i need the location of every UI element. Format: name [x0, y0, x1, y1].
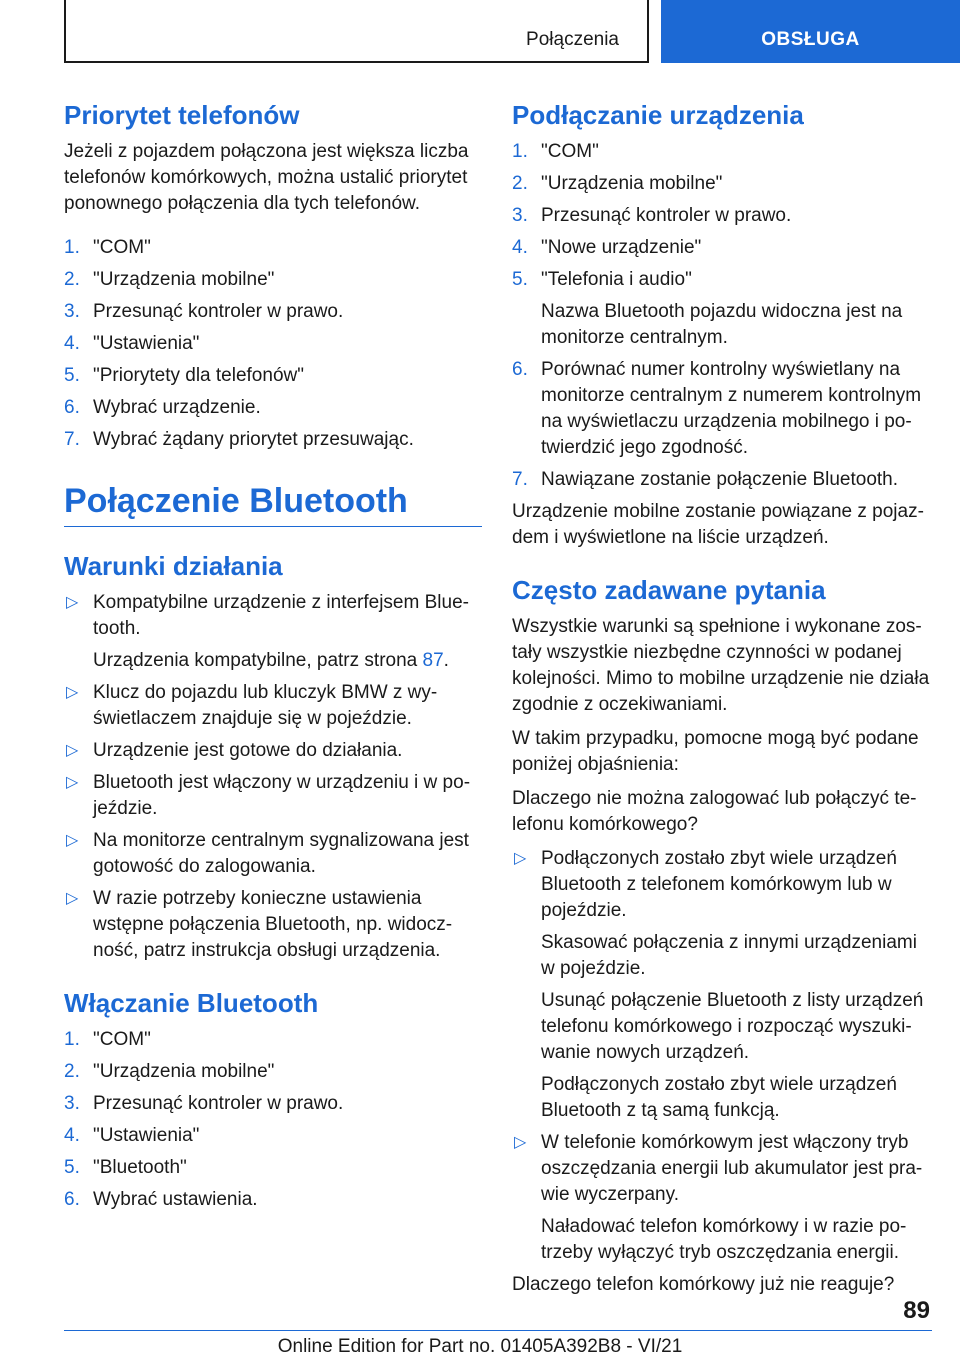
list-item: ▷ Podłączonych zostało zbyt wiele urządzeń Bluetooth z telefonem komórkowym lub w pojeździe. Skasować połączenia z innymi urządzeniami w pojeździe. Usunąć połączenie Bluetooth z listy urządzeń telefonu komórkowego i rozpocząć wyszuki‐wanie nowych urządzeń. Podłączonych zostało zbyt wiele urządzeń Bluetooth z tą samą funkcją. [514, 848, 924, 1122]
triangle-bullet-icon: ▷ [66, 890, 79, 908]
list-item: 1. "COM" [512, 141, 599, 163]
list-item: ▷ Na monitorze centralnym sygnalizowana jest gotowość do zalogowania. [66, 830, 469, 878]
list-item: ▷ Bluetooth jest włączony w urządzeniu i w po‐jeździe. [66, 772, 471, 820]
edition-footer: Online Edition for Part no. 01405A392B8 - VI/21 [277, 1336, 683, 1357]
list-item: 5. "Priorytety dla telefonów" [64, 365, 304, 387]
footer-divider [64, 1330, 932, 1331]
list-item: ▷ W telefonie komórkowym jest włączony tryb oszczędzania energii lub akumulator jest pra‐wie wyczerpany. Naładować telefon komórkowy i w razie po‐trzeby wyłączyć tryb oszczędzania energii. [514, 1132, 923, 1264]
header-section-box [64, 0, 649, 63]
faq-question-2: Dlaczego telefon komórkowy już nie reaguje? [512, 1274, 895, 1296]
list-item: ▷ Urządzenie jest gotowe do działania. [64, 738, 482, 764]
connect-device-outro: Urządzenie mobilne zostanie powiązane z pojaz‐dem i wyświetlone na liście urządzeń. [512, 501, 924, 549]
triangle-bullet-icon: ▷ [66, 774, 79, 792]
list-item: 6. Wybrać ustawienia. [64, 1189, 258, 1211]
list-item: 4. "Ustawienia" [64, 333, 200, 355]
list-item: 1. "COM" [64, 1029, 151, 1051]
list-item: 4. "Nowe urządzenie" [512, 237, 702, 259]
list-item: 7. Nawiązane zostanie połączenie Bluetooth. [512, 469, 899, 491]
list-item: 2. "Urządzenia mobilne" [64, 269, 275, 291]
section-title-requirements: Warunki działania [64, 550, 283, 581]
section-title-phone-priority: Priorytet telefonów [64, 100, 300, 130]
list-item: 5. "Bluetooth" [64, 1157, 187, 1179]
list-item: 7. Wybrać żądany priorytet przesuwając. [64, 429, 414, 451]
header-section-title: Połączenia [526, 29, 619, 50]
list-item: ▷ Klucz do pojazdu lub kluczyk BMW z wy‐świetlaczem znajduje się w pojeździe. [66, 682, 438, 730]
list-item: 1. "COM" [64, 237, 151, 259]
list-item: 6. Porównać numer kontrolny wyświetlany na monitorze centralnym z numerem kontrolnym na wyświetlaczu urządzenia mobilnego i po‐twierdzić jego zgodność. [512, 359, 922, 459]
page-number: 89 [903, 1297, 930, 1324]
chapter-title-bluetooth: Połączenie Bluetooth [64, 481, 482, 527]
list-item: 3. Przesunąć kontroler w prawo. [64, 1093, 344, 1115]
list-item: ▷ W razie potrzeby konieczne ustawienia wstępne połączenia Bluetooth, np. widocz‐ność, patrz instrukcja obsługi urządzenia. [66, 888, 453, 962]
triangle-bullet-icon: ▷ [66, 832, 79, 850]
list-item: 3. Przesunąć kontroler w prawo. [512, 205, 792, 227]
faq-paragraph-2: W takim przypadku, pomocne mogą być podane poniżej objaśnienia: [512, 728, 919, 776]
triangle-bullet-icon: ▷ [66, 742, 79, 760]
connect-device-steps [512, 139, 932, 493]
phone-priority-intro: Jeżeli z pojazdem połączona jest większa liczba telefonów komórkowych, można ustalić priorytet ponownego połączenia dla tych telefonów. [64, 141, 469, 215]
triangle-bullet-icon: ▷ [514, 850, 527, 868]
page-reference-link[interactable]: 87 [422, 650, 444, 672]
list-item: 6. Wybrać urządzenie. [64, 397, 261, 419]
left-column [64, 100, 482, 1219]
list-item: 2. "Urządzenia mobilne" [64, 1061, 275, 1083]
list-item: 2. "Urządzenia mobilne" [512, 173, 723, 195]
faq-question-1: Dlaczego nie można zalogować lub połączyć te‐lefonu komórkowego? [512, 788, 917, 836]
section-title-enable-bluetooth: Włączanie Bluetooth [64, 988, 319, 1019]
faq-paragraph-1: Wszystkie warunki są spełnione i wykonane zos‐tały wszystkie niezbędne czynności w podanej kolejności. Mimo to mobilne urządzenie nie działa zgodnie z oczekiwaniami. [512, 616, 930, 716]
list-item: ▷ Kompatybilne urządzenie z interfejsem Blue‐tooth. Urządzenia kompatybilne, patrz strona 87. [66, 592, 469, 672]
phone-priority-steps [64, 235, 482, 453]
list-item: 4. "Ustawienia" [64, 1125, 200, 1147]
triangle-bullet-icon: ▷ [514, 1134, 527, 1152]
header-chapter-tab [661, 0, 960, 63]
section-title-connect-device: Podłączanie urządzenia [512, 100, 804, 130]
header-chapter-title: OBSŁUGA [761, 29, 860, 50]
list-item: 3. Przesunąć kontroler w prawo. [64, 301, 344, 323]
requirements-list [64, 590, 482, 964]
triangle-bullet-icon: ▷ [66, 684, 79, 702]
section-title-faq: Często zadawane pytania [512, 575, 826, 606]
right-column [512, 100, 932, 1306]
enable-bluetooth-steps [64, 1027, 482, 1213]
faq-answers-list [512, 846, 932, 1266]
list-item: 5. "Telefonia i audio" Nazwa Bluetooth pojazdu widoczna jest na monitorze centralnym. [512, 269, 903, 349]
triangle-bullet-icon: ▷ [66, 594, 79, 612]
